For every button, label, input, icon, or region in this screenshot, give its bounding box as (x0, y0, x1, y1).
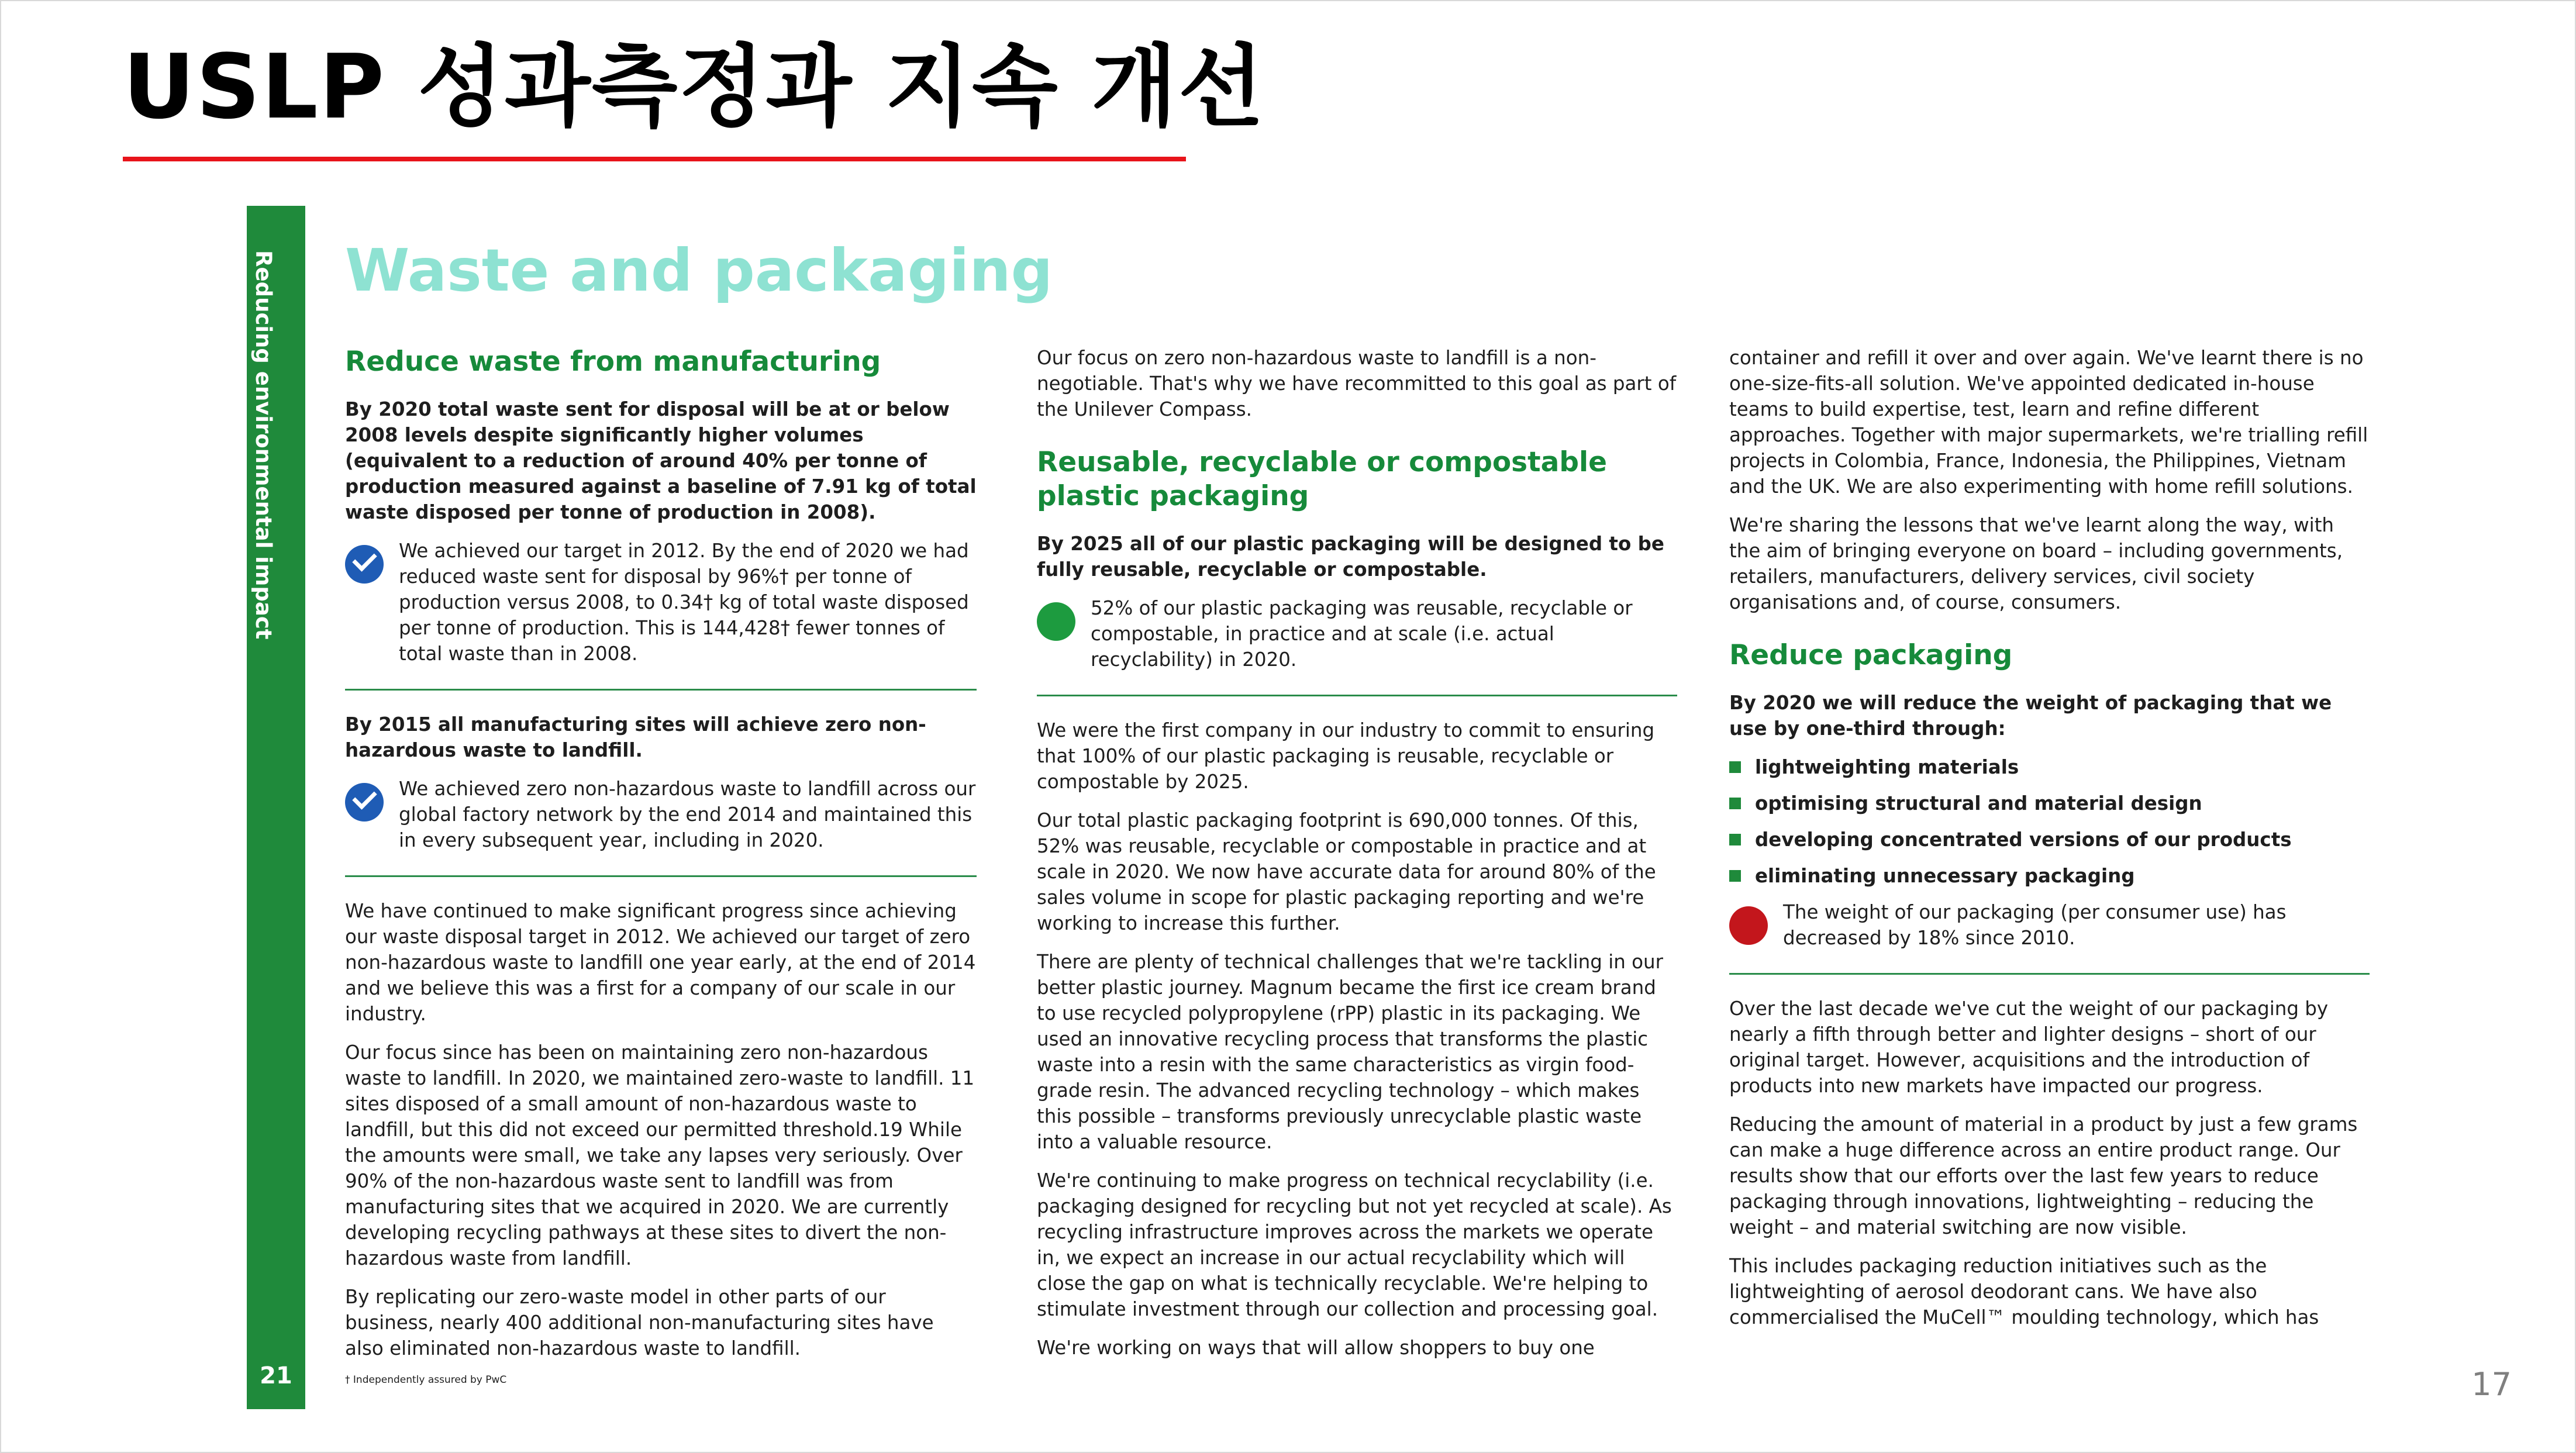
status-zero-landfill (345, 776, 977, 853)
paragraph: We're continuing to make progress on technical recyclability (i.e. packaging designed for recycling but not yet recycled at scale). As recycling infrastructure improves across the markets we operate in, we expect an increase in our actual recyclability which will close the gap on what is technically recyclable. We're helping to stimulate investment through our collection and processing goal. (1037, 1169, 1672, 1320)
target-reduce-packaging: By 2020 we will reduce the weight of packaging that we use by one-third through: (1729, 692, 2332, 740)
divider (1729, 973, 2370, 975)
status-text: We achieved our target in 2012. By the end of 2020 we had reduced waste sent for disposal by 96%† per tonne of production versus 2008, to 0.34† kg of total waste disposed per tonne of production. This is 144,428† fewer tonnes of total waste than in 2008. (399, 540, 969, 665)
target-plastic-packaging: By 2025 all of our plastic packaging will be designed to be fully reusable, recyclable or compostable. (1037, 533, 1664, 581)
heading-reduce-waste: Reduce waste from manufacturing (345, 346, 881, 378)
column-2 (1037, 345, 1677, 1373)
footnote: † Independently assured by PwC (345, 1374, 507, 1386)
status-text: We achieved zero non-hazardous waste to landfill across our global factory network by the end 2014 and maintained this in every subsequent year, including in 2020. (399, 778, 976, 851)
paragraph: container and refill it over and over again. We've learnt there is no one-size-fits-all solution. We've appointed dedicated in-house teams to build expertise, test, learn and refine different approaches. Together with major supermarkets, we're trialling refill projects in Colombia, France, Indonesia, the Philippines, Vietnam and the UK. We are also experimenting with home refill solutions. (1729, 347, 2368, 498)
not-achieved-red-dot-icon (1729, 906, 1768, 945)
status-reduce-packaging (1729, 899, 2370, 951)
bullet-square-icon (1729, 798, 1741, 809)
paragraph: By replicating our zero-waste model in other parts of our business, nearly 400 additional non-manufacturing sites have also eliminated non-hazardous waste to landfill. (345, 1286, 934, 1359)
heading-plastic-packaging: Reusable, recyclable or compostable plastic packaging (1037, 446, 1607, 512)
paragraph: Reducing the amount of material in a product by just a few grams can make a huge difference across an entire product range. Our results show that our efforts over the last few years to reduce packaging through innovations, lightweighting – reducing the weight – and material switching are now visible. (1729, 1113, 2358, 1238)
paragraph: We have continued to make significant progress since achieving our waste disposal target in 2012. We achieved our target of zero non-hazardous waste to landfill one year early, at the end of 2014 and we believe this was a first for a company of our scale in our industry. (345, 900, 976, 1025)
slide-title: USLP 성과측정과 지속 개선 (123, 35, 1265, 139)
bullet-list (1729, 754, 2370, 889)
bullet-square-icon (1729, 761, 1741, 773)
paragraph: Over the last decade we've cut the weight of our packaging by nearly a fifth through better and lighter designs – short of our original target. However, acquisitions and the introduction of products into new markets have impacted our progress. (1729, 998, 2329, 1097)
bullet-item: optimising structural and material design (1729, 791, 2370, 816)
on-track-green-dot-icon (1037, 602, 1075, 641)
bullet-item: eliminating unnecessary packaging (1729, 863, 2370, 889)
paragraph: Our focus since has been on maintaining zero non-hazardous waste to landfill. In 2020, we maintained zero-waste to landfill. 11 sites disposed of a small amount of non-hazardous waste to landfill, but this did not exceed our permitted threshold.19 While the amounts were small, we take any lapses very seriously. Over 90% of the non-hazardous waste sent to landfill was from manufacturing sites that we acquired in 2020. We are currently developing recycling pathways at these sites to divert the non-hazardous waste from landfill. (345, 1041, 975, 1269)
status-text: The weight of our packaging (per consumer use) has decreased by 18% since 2010. (1783, 901, 2287, 949)
target-waste-disposal: By 2020 total waste sent for disposal will be at or below 2008 levels despite significantly higher volumes (equivalent to a reduction of around 40% per tonne of production measured against a baseline of 7.91 kg of total waste disposed per tonne of production in 2008). (345, 398, 977, 523)
column-1 (345, 345, 977, 1374)
bullet-item: lightweighting materials (1729, 754, 2370, 780)
paragraph: We were the first company in our industry to commit to ensuring that 100% of our plastic packaging is reusable, recyclable or compostable by 2025. (1037, 719, 1655, 793)
slide-page-number: 17 (2471, 1366, 2512, 1403)
divider (345, 875, 977, 877)
target-zero-landfill: By 2015 all manufacturing sites will achieve zero non-hazardous waste to landfill. (345, 713, 926, 761)
divider (345, 689, 977, 691)
achieved-check-icon (345, 545, 384, 584)
side-label: Reducing environmental impact (251, 250, 276, 640)
paragraph: There are plenty of technical challenges that we're tackling in our better plastic journey. Magnum became the first ice cream brand to use recycled polypropylene (rPP) plastic in its packaging. We used an innovative recycling process that transforms the plastic waste into a resin with the same characteristics as virgin food-grade resin. The advanced recycling technology – which makes this possible – transforms previously unrecyclable plastic waste into a valuable resource. (1037, 951, 1664, 1153)
paragraph: We're working on ways that will allow shoppers to buy one (1037, 1337, 1595, 1359)
paragraph: This includes packaging reduction initiatives such as the lightweighting of aerosol deodorant cans. We have also commercialised the MuCell™ moulding technology, which has (1729, 1255, 2319, 1328)
bullet-square-icon (1729, 834, 1741, 845)
bullet-square-icon (1729, 870, 1741, 882)
title-underline (123, 157, 1186, 161)
paragraph: Our focus on zero non-hazardous waste to landfill is a non-negotiable. That's why we have recommitted to this goal as part of the Unilever Compass. (1037, 347, 1677, 420)
achieved-check-icon (345, 783, 384, 822)
status-text: 52% of our plastic packaging was reusable, recyclable or compostable, in practice and at scale (i.e. actual recyclability) in 2020. (1091, 597, 1633, 671)
paragraph: We're sharing the lessons that we've learnt along the way, with the aim of bringing everyone on board – including governments, retailers, manufacturers, delivery services, civil society organisations and, of course, consumers. (1729, 514, 2343, 613)
paragraph: Our total plastic packaging footprint is 690,000 tonnes. Of this, 52% was reusable, recyclable or compostable in practice and at scale in 2020. We now have accurate data for around 80% of the sales volume in scope for plastic packaging reporting and we're working to increase this further. (1037, 809, 1656, 934)
doc-title: Waste and packaging (345, 236, 1053, 305)
doc-page-number: 21 (260, 1362, 292, 1389)
divider (1037, 695, 1677, 696)
column-3 (1729, 345, 2370, 1343)
status-waste-disposal (345, 538, 977, 667)
bullet-item: developing concentrated versions of our products (1729, 827, 2370, 853)
heading-reduce-packaging: Reduce packaging (1729, 639, 2013, 671)
status-plastic-packaging (1037, 595, 1677, 672)
